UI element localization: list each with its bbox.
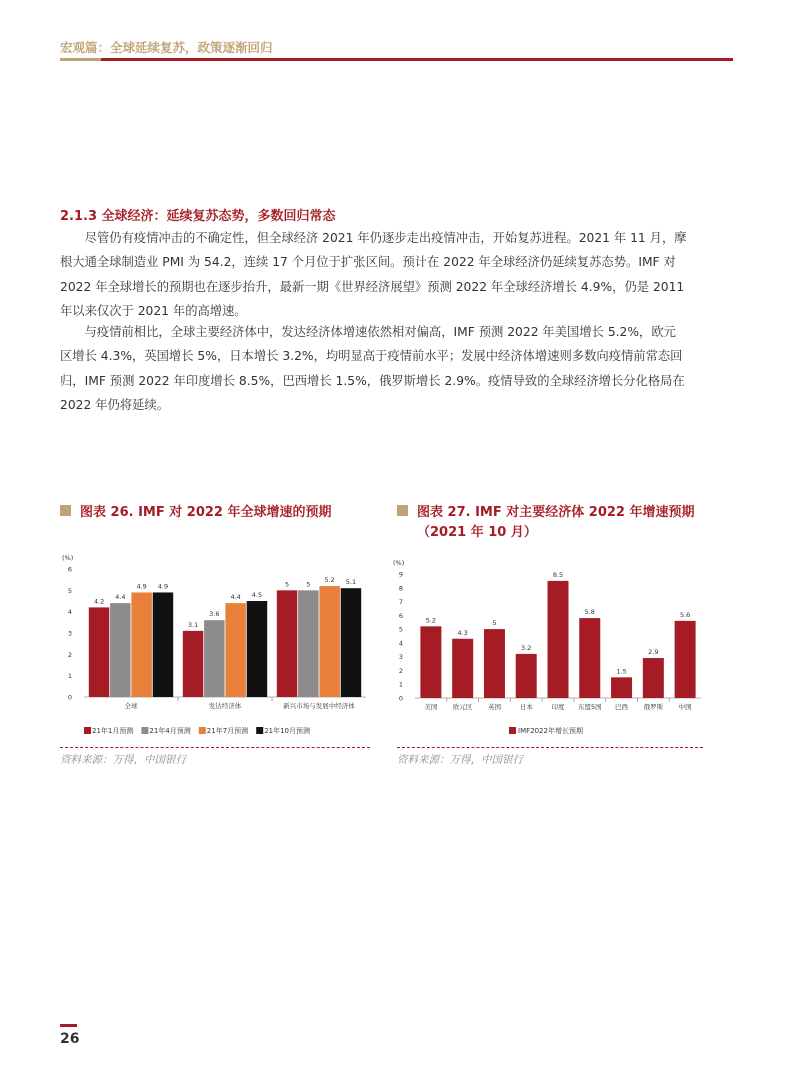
bar	[611, 677, 632, 698]
bar	[643, 658, 664, 698]
y-tick-label: 4	[67, 608, 72, 617]
data-label: 5.1	[345, 578, 357, 587]
legend-swatch	[509, 727, 516, 734]
bar	[247, 601, 268, 697]
legend-swatch	[199, 727, 206, 734]
section-title: 2.1.3 全球经济：延续复苏态势，多数回归常态	[60, 209, 336, 224]
figure-27-chart	[395, 553, 705, 743]
legend-label: 21年1月预测	[92, 727, 134, 735]
x-category-label: 美国	[424, 703, 438, 711]
page-number-rule	[60, 1024, 77, 1027]
bar	[675, 621, 696, 698]
data-label: 8.5	[552, 570, 564, 579]
figure-27-title-line2: （2021 年 10 月）	[417, 525, 537, 540]
legend-label: IMF2022年增长预期	[518, 727, 583, 735]
data-label: 4.3	[457, 628, 468, 637]
figure-26-rule	[60, 747, 370, 748]
bar	[89, 607, 110, 697]
y-tick-label: 3	[67, 629, 72, 638]
y-tick-label: 1	[398, 680, 403, 689]
data-label: 4.2	[93, 597, 105, 606]
bar	[548, 581, 569, 698]
legend-label: 21年4月预测	[149, 727, 191, 735]
y-tick-label: 2	[398, 666, 403, 675]
paragraph-2-line: 与疫情前相比，全球主要经济体中，发达经济体增速依然相对偏高，IMF 预测 2022 年美国增长 5.2%，欧元	[84, 325, 676, 339]
paragraph-1-line: 年以来仅次于 2021 年的高增速。	[60, 303, 247, 318]
legend-swatch	[84, 727, 91, 734]
bar	[341, 588, 362, 697]
figure-27-source: 资料来源：万得，中国银行	[397, 754, 523, 766]
paragraph-2	[60, 320, 734, 417]
figure-26-title: 图表 26. IMF 对 2022 年全球增速的预期	[80, 505, 332, 520]
bar	[516, 654, 537, 698]
paragraph-1-line: 尽管仍有疫情冲击的不确定性，但全球经济 2021 年仍逐步走出疫情冲击，开始复苏进程。2021 年 11 月，摩	[84, 231, 687, 245]
legend-swatch	[141, 727, 148, 734]
x-category-label: 中国	[678, 703, 692, 711]
data-label: 3.6	[209, 610, 220, 619]
bar	[131, 592, 152, 697]
bar	[319, 586, 340, 697]
data-label: 5	[492, 619, 497, 628]
bar	[153, 592, 174, 697]
bar	[298, 590, 319, 697]
y-tick-label: 0	[398, 694, 403, 703]
paragraph-2-line: 2022 年仍将延续。	[60, 397, 169, 412]
x-category-label: 俄罗斯	[643, 703, 664, 711]
figure-27-rule	[397, 747, 703, 748]
y-tick-label: 5	[398, 625, 403, 634]
running-header-title: 宏观篇：全球延续复苏，政策逐渐回归	[60, 40, 273, 55]
bar	[277, 590, 298, 697]
figure-27-title-line1: 图表 27. IMF 对主要经济体 2022 年增速预期	[417, 505, 695, 520]
bar	[225, 603, 246, 697]
legend-label: 21年7月预测	[206, 727, 249, 735]
header-rule-gold	[60, 58, 101, 61]
paragraph-1-line: 根大通全球制造业 PMI 为 54.2，连续 17 个月位于扩张区间。预计在 2022 年全球经济仍延续复苏态势。IMF 对	[60, 255, 676, 270]
bar	[420, 626, 441, 698]
data-label: 3.1	[187, 620, 199, 629]
header-rule-red	[101, 58, 733, 61]
y-tick-label: 0	[67, 693, 72, 702]
paragraph-1-line: 2022 年全球增长的预期也在逐步抬升，最新一期《世界经济展望》预测 2022 年全球经济增长 4.9%，仍是 2011	[60, 279, 685, 294]
y-tick-label: 4	[398, 639, 403, 648]
data-label: 5	[306, 580, 311, 589]
bar	[204, 620, 225, 697]
y-axis-unit-label: (%)	[393, 559, 405, 567]
x-category-label: 发达经济体	[208, 702, 242, 710]
y-tick-label: 3	[398, 653, 403, 662]
data-label: 2.9	[648, 648, 659, 657]
paragraph-2-line: 区增长 4.3%，英国增长 5%，日本增长 3.2%，均明显高于疫情前水平；发展中经济体增速则多数向疫情前常态回	[60, 349, 683, 364]
data-label: 5.2	[425, 616, 437, 625]
x-category-label: 东盟5国	[577, 703, 602, 711]
data-label: 5.6	[679, 610, 691, 619]
y-tick-label: 7	[398, 598, 403, 607]
bar	[183, 631, 204, 697]
x-category-label: 巴西	[615, 703, 629, 711]
y-axis-unit-label: (%)	[62, 554, 74, 562]
data-label: 5.2	[324, 576, 335, 585]
x-category-label: 新兴市场与发展中经济体	[283, 702, 355, 710]
x-category-label: 日本	[519, 703, 533, 711]
y-tick-label: 2	[67, 650, 72, 659]
x-category-label: 印度	[551, 703, 565, 711]
data-label: 4.9	[157, 582, 169, 591]
bar	[484, 629, 505, 698]
data-label: 4.4	[115, 593, 126, 602]
bar	[452, 639, 473, 698]
y-tick-label: 6	[398, 611, 403, 620]
x-category-label: 全球	[124, 702, 138, 710]
data-label: 1.5	[616, 667, 627, 676]
figure-26-source: 资料来源：万得，中国银行	[60, 754, 186, 766]
figure-27-marker	[397, 505, 408, 516]
paragraph-1	[60, 226, 734, 323]
data-label: 4.9	[136, 582, 147, 591]
y-tick-label: 6	[67, 565, 72, 574]
x-category-label: 英国	[487, 703, 501, 711]
legend-label: 21年10月预测	[264, 727, 311, 735]
paragraph-2-line: 归，IMF 预测 2022 年印度增长 8.5%，巴西增长 1.5%，俄罗斯增长 2.9%。疫情导致的全球经济增长分化格局在	[60, 373, 685, 388]
bar	[110, 603, 131, 697]
data-label: 5.8	[584, 608, 595, 617]
data-label: 3.2	[521, 643, 532, 652]
y-tick-label: 1	[67, 672, 72, 681]
page-number: 26	[60, 1031, 80, 1047]
figure-26-chart	[60, 553, 370, 743]
y-tick-label: 9	[398, 570, 403, 579]
y-tick-label: 8	[398, 584, 403, 593]
data-label: 4.4	[230, 593, 241, 602]
bar	[579, 618, 600, 698]
y-tick-label: 5	[67, 586, 72, 595]
legend-swatch	[256, 727, 263, 734]
x-category-label: 欧元区	[452, 703, 473, 711]
figure-26-marker	[60, 505, 71, 516]
data-label: 5	[284, 580, 290, 589]
data-label: 4.5	[251, 591, 263, 599]
